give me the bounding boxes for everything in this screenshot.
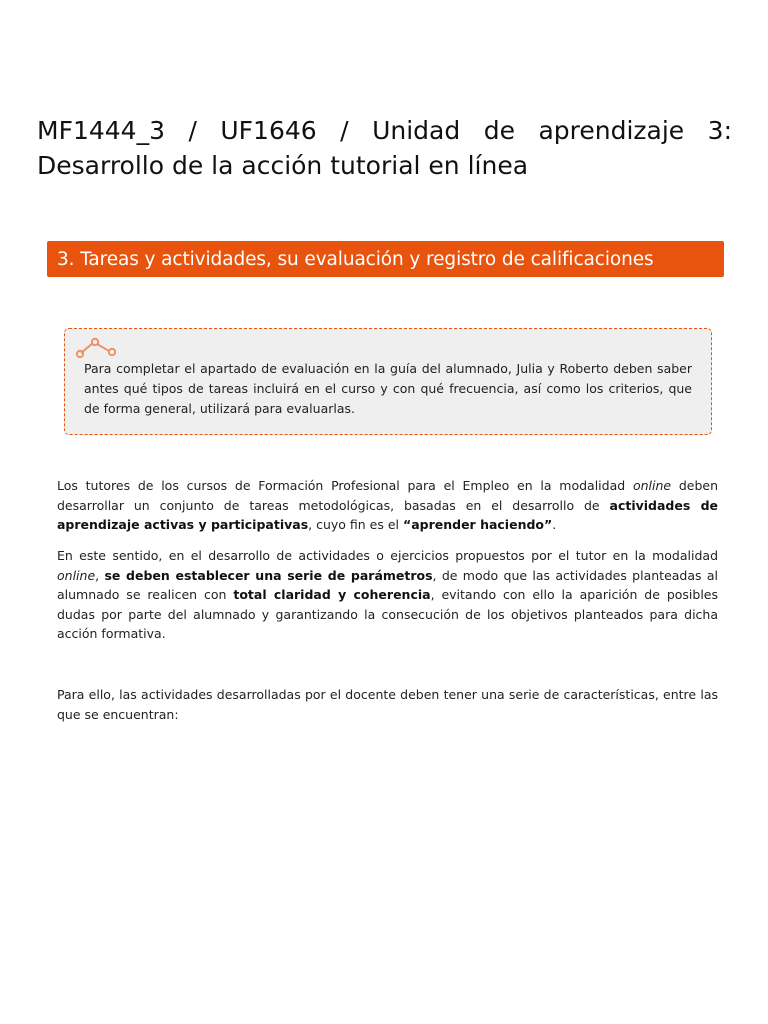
paragraph-characteristics (57, 685, 718, 724)
italic-term: online (632, 478, 672, 493)
text-run: Para ello, las actividades desarrolladas por el docente deben tener una serie de características, entre las que se encuentran: (57, 687, 718, 722)
italic-term: online (57, 567, 96, 583)
note-text: Para completar el apartado de evaluación en la guía del alumnado, Julia y Roberto deben saber antes qué tipos de tareas incluirá en el curso y con qué frecuencia, así como los criterios, que de forma general, utilizará para evaluarlas. (84, 361, 692, 416)
bold-term: se deben establecer una serie de parámetros (104, 567, 433, 583)
text-run: . (552, 517, 557, 532)
text-run: , cuyo fin es el (308, 517, 403, 532)
text-run: Los tutores de los cursos de Formación Profesional para el Empleo en la modalidad (57, 478, 633, 493)
paragraph-tutors (57, 476, 718, 535)
bold-term: “aprender haciendo” (402, 517, 553, 532)
section-heading-banner (47, 241, 724, 277)
page-title: MF1444_3 / UF1646 / Unidad de aprendizaje 3: Desarrollo de la acción tutorial en línea (37, 116, 732, 180)
bold-term: actividades de aprendizaje activas y participativas (57, 497, 718, 532)
text-run: deben desarrollar un conjunto de tareas metodológicas, basadas en el desarrollo de (57, 478, 718, 513)
note-box (64, 328, 712, 435)
connected-nodes-icon (75, 337, 119, 359)
text-run: , de modo que las actividades planteadas al alumnado se realicen con (57, 567, 718, 602)
section-heading: 3. Tareas y actividades, su evaluación y registro de calificaciones (57, 248, 654, 270)
text-run: , evitando con ello la aparición de posibles dudas por parte del alumnado y garantizando la consecución de los objetivos planteados para dicha acción formativa. (57, 587, 718, 641)
paragraph-parameters (57, 546, 718, 644)
text-run: , (95, 567, 105, 583)
bold-term: total claridad y coherencia (233, 587, 431, 602)
text-run: En este sentido, en el desarrollo de actividades o ejercicios propuestos por el tutor en la modalidad (57, 548, 718, 563)
